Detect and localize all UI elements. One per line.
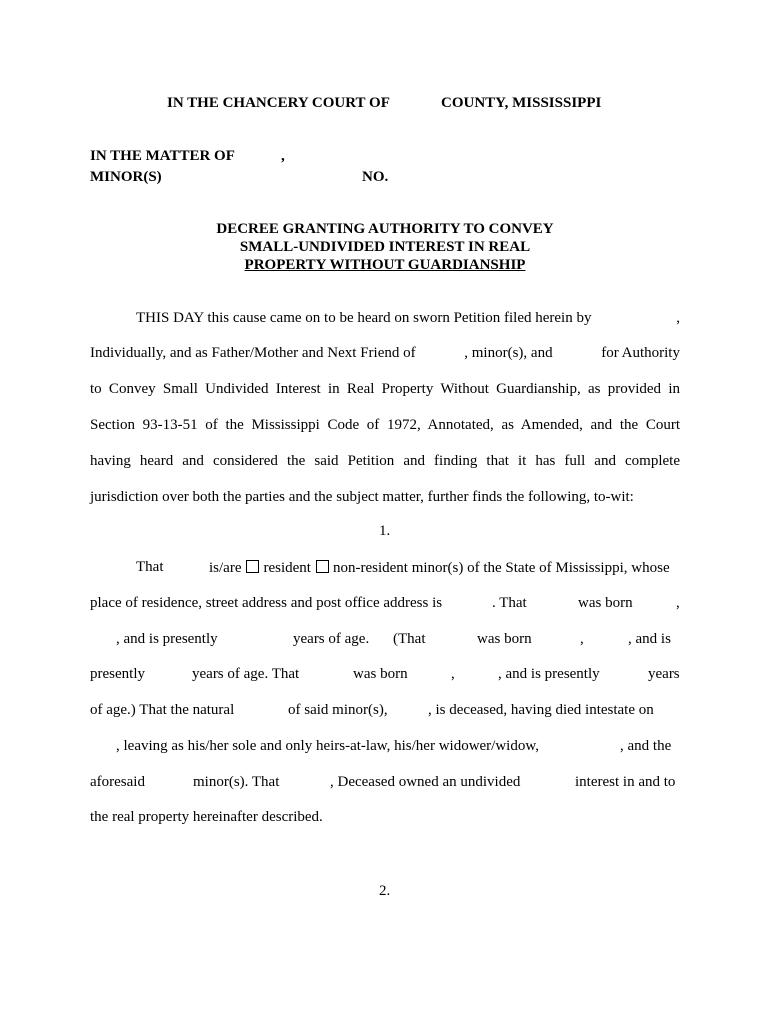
intro-line-1 xyxy=(136,311,680,326)
s1-3c: (That xyxy=(393,631,426,647)
intro-line-2 xyxy=(90,346,680,361)
intro-5: having heard and considered the said Petition and finding that it has full and complete xyxy=(90,453,680,469)
s1-line-1-rest xyxy=(209,560,670,576)
intro-3: to Convey Small Undivided Interest in Real Property Without Guardianship, as provided in xyxy=(90,381,680,397)
intro-line-5 xyxy=(90,454,680,469)
s1-5a: of age.) That the natural xyxy=(90,702,235,718)
decree-title-line-3 xyxy=(0,258,770,273)
intro-1b: , xyxy=(676,310,680,326)
s1-5c: , is deceased, having died intestate on xyxy=(428,702,654,718)
decree-title-line-1: DECREE GRANTING AUTHORITY TO CONVEY xyxy=(216,221,554,237)
s1-6a: , leaving as his/her sole and only heirs-at-law, his/her widower/widow, xyxy=(116,738,539,754)
s1-2c: was born xyxy=(578,595,633,611)
non-resident-checkbox[interactable] xyxy=(316,560,329,573)
intro-2b: , minor(s), and xyxy=(464,345,553,361)
case-number-label: NO. xyxy=(362,169,389,185)
intro-2a: Individually, and as Father/Mother and Next Friend of xyxy=(90,345,416,361)
s1-3a: , and is presently xyxy=(116,631,218,647)
s1-1b: is/are xyxy=(209,560,242,576)
s1-3b: years of age. xyxy=(293,631,370,647)
s1-1d: non-resident minor(s) of the State of Mississippi, whose xyxy=(332,560,670,576)
county-state-label: COUNTY, MISSISSIPPI xyxy=(441,95,602,111)
intro-1a: THIS DAY this cause came on to be heard on sworn Petition filed herein by xyxy=(136,310,592,326)
s1-4b: years of age. That xyxy=(192,666,300,682)
s1-2a: place of residence, street address and post office address is xyxy=(90,595,443,611)
s1-7b: minor(s). That xyxy=(193,774,280,790)
s1-3d: was born xyxy=(477,631,532,647)
s1-6b: , and the xyxy=(620,738,672,754)
intro-line-4 xyxy=(90,418,680,433)
s1-2d: , xyxy=(676,595,680,611)
section-2-number: 2. xyxy=(379,883,391,899)
section-1-number: 1. xyxy=(379,523,391,539)
s1-1c: resident xyxy=(263,560,311,576)
decree-title-line-3-text: PROPERTY WITHOUT GUARDIANSHIP xyxy=(244,257,526,273)
s1-4c: was born xyxy=(353,666,408,682)
matter-of-label: IN THE MATTER OF xyxy=(90,148,235,164)
s1-5b: of said minor(s), xyxy=(288,702,388,718)
s1-4a: presently xyxy=(90,666,145,682)
s1-3f: , and is xyxy=(628,631,671,647)
s1-1a: That xyxy=(136,559,164,575)
decree-title-line-2: SMALL-UNDIVIDED INTEREST IN REAL xyxy=(239,239,531,255)
s1-3e: , xyxy=(580,631,584,647)
intro-4: Section 93-13-51 of the Mississippi Code of 1972, Annotated, as Amended, and the Court xyxy=(90,417,680,433)
s1-4f: years xyxy=(648,666,680,682)
s1-4e: , and is presently xyxy=(498,666,600,682)
matter-comma: , xyxy=(281,148,285,164)
s1-7d: interest in and to xyxy=(575,774,676,790)
s1-7a: aforesaid xyxy=(90,774,145,790)
s1-2b: . That xyxy=(492,595,527,611)
s1-7c: , Deceased owned an undivided xyxy=(330,774,521,790)
court-label: IN THE CHANCERY COURT OF xyxy=(167,95,390,111)
intro-2c: for Authority xyxy=(601,345,680,361)
minors-label: MINOR(S) xyxy=(90,169,162,185)
intro-line-6: jurisdiction over both the parties and the subject matter, further finds the following, to-wit: xyxy=(90,489,634,505)
resident-checkbox[interactable] xyxy=(246,560,259,573)
intro-line-3 xyxy=(90,382,680,397)
s1-4d: , xyxy=(451,666,455,682)
s1-8: the real property hereinafter described. xyxy=(90,809,323,825)
